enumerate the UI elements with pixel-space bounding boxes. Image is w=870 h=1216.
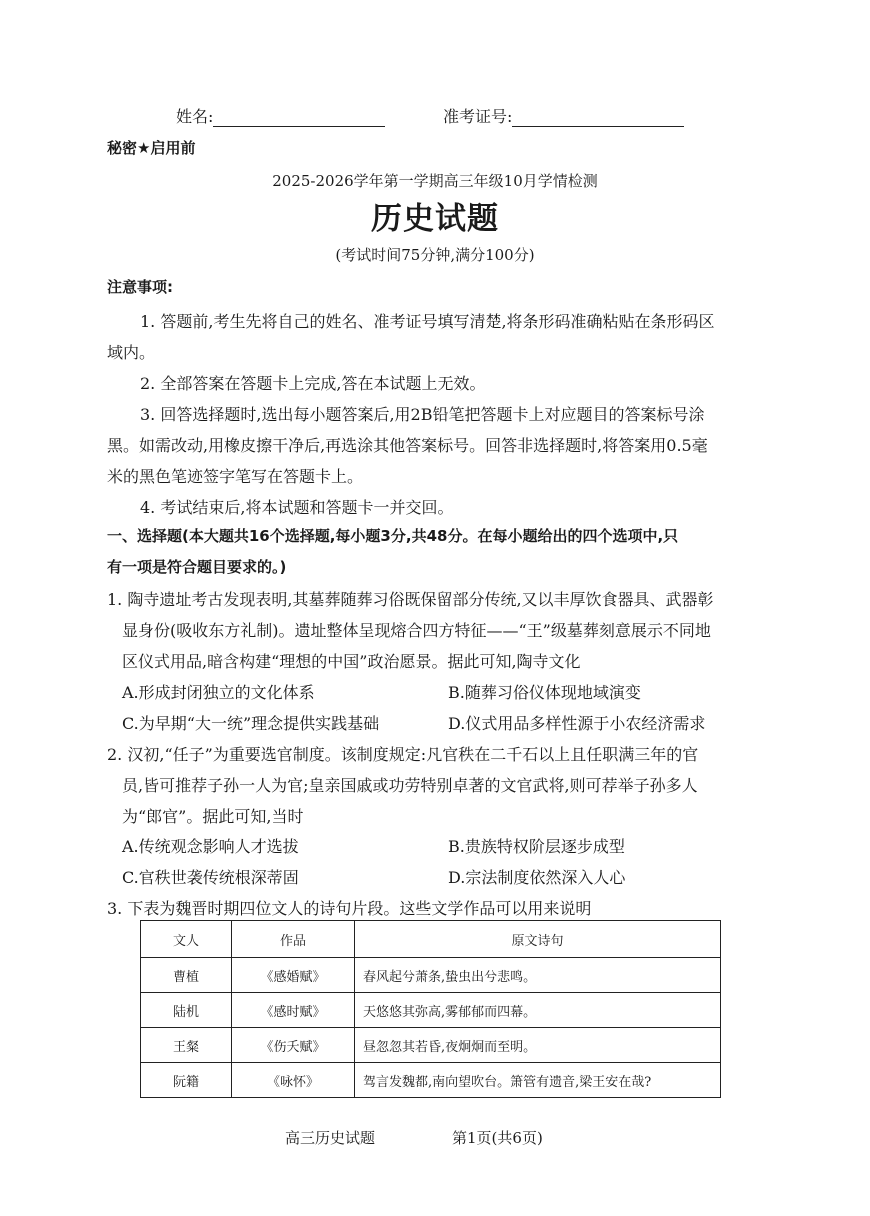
table-cell-verse: 昼忽忽其若昏,夜炯炯而至明。	[355, 1028, 721, 1063]
table-cell-author: 王粲	[141, 1028, 232, 1063]
q1-stem-line-1: 1. 陶寺遗址考古发现表明,其墓葬随葬习俗既保留部分传统,又以丰厚饮食器具、武器彰	[107, 590, 714, 609]
ticket-label: 准考证号:	[443, 107, 513, 126]
secret-mark: 秘密★启用前	[107, 139, 196, 157]
notice-item-1-cont: 域内。	[107, 343, 156, 362]
table-row	[141, 958, 721, 993]
table-cell-author: 阮籍	[141, 1063, 232, 1098]
notice-item-2: 2. 全部答案在答题卡上完成,答在本试题上无效。	[140, 374, 486, 393]
table-header-verse: 原文诗句	[355, 921, 721, 958]
table-row	[141, 1063, 721, 1098]
q2-option-b: B.贵族特权阶层逐步成型	[448, 837, 625, 856]
table-row	[141, 993, 721, 1028]
section-heading: 一、选择题(本大题共16个选择题,每小题3分,共48分。在每小题给出的四个选项中,只	[107, 527, 679, 545]
notice-item-3: 3. 回答选择题时,选出每小题答案后,用2B铅笔把答题卡上对应题目的答案标号涂	[140, 405, 705, 424]
name-label: 姓名:	[176, 107, 214, 126]
exam-info: (考试时间75分钟,满分100分)	[335, 246, 535, 264]
notice-title: 注意事项:	[107, 278, 173, 296]
q2-stem-line-1: 2. 汉初,“任子”为重要选官制度。该制度规定:凡官秩在二千石以上且任职满三年的官	[107, 745, 699, 764]
subject-title: 历史试题	[371, 201, 499, 237]
table-cell-work: 《伤夭赋》	[232, 1028, 355, 1063]
q2-stem-line-2: 员,皆可推荐子孙一人为官;皇亲国戚或功劳特别卓著的文官武将,则可荐举子孙多人	[122, 776, 698, 795]
ticket-field	[443, 104, 684, 127]
name-blank	[213, 108, 385, 127]
q1-stem-line-2: 显身份(吸收东方礼制)。遗址整体呈现熔合四方特征——“王”级墓葬刻意展示不同地	[122, 621, 711, 640]
q1-option-d: D.仪式用品多样性源于小农经济需求	[448, 714, 706, 733]
table-header-author: 文人	[141, 921, 232, 958]
table-cell-verse: 驾言发魏都,南向望吹台。箫管有遗音,梁王安在哉?	[355, 1063, 721, 1098]
q2-option-a: A.传统观念影响人才选拔	[122, 837, 299, 856]
table-cell-work: 《咏怀》	[232, 1063, 355, 1098]
table-cell-work: 《感时赋》	[232, 993, 355, 1028]
q2-option-d: D.宗法制度依然深入人心	[448, 868, 626, 887]
table-cell-verse: 天悠悠其弥高,雾郁郁而四幕。	[355, 993, 721, 1028]
footer-page-number: 第1页(共6页)	[452, 1129, 543, 1147]
q1-option-a: A.形成封闭独立的文化体系	[122, 683, 315, 702]
notice-item-1: 1. 答题前,考生先将自己的姓名、准考证号填写清楚,将条形码准确粘贴在条形码区	[140, 312, 715, 331]
table-cell-verse: 春风起兮萧条,蛰虫出兮悲鸣。	[355, 958, 721, 993]
poem-table	[140, 920, 721, 1098]
table-header-row	[141, 921, 721, 958]
table-row	[141, 1028, 721, 1063]
q2-option-c: C.官秩世袭传统根深蒂固	[122, 868, 299, 887]
name-field	[176, 104, 385, 127]
q1-stem-line-3: 区仪式用品,暗含构建“理想的中国”政治愿景。据此可知,陶寺文化	[122, 652, 581, 671]
notice-item-3-cont2: 米的黑色笔迹签字笔写在答题卡上。	[107, 467, 364, 486]
footer-subject: 高三历史试题	[285, 1129, 376, 1147]
table-cell-author: 曹植	[141, 958, 232, 993]
table-cell-work: 《感婚赋》	[232, 958, 355, 993]
section-heading-cont: 有一项是符合题目要求的。)	[107, 558, 287, 576]
notice-item-3-cont: 黑。如需改动,用橡皮擦干净后,再选涂其他答案标号。回答非选择题时,将答案用0.5毫	[107, 436, 708, 455]
q1-option-c: C.为早期“大一统”理念提供实践基础	[122, 714, 380, 733]
exam-title: 2025-2026学年第一学期高三年级10月学情检测	[272, 172, 598, 190]
q3-stem-line-1: 3. 下表为魏晋时期四位文人的诗句片段。这些文学作品可以用来说明	[107, 899, 592, 918]
table-cell-author: 陆机	[141, 993, 232, 1028]
notice-item-4: 4. 考试结束后,将本试题和答题卡一并交回。	[140, 498, 454, 517]
ticket-blank	[512, 108, 684, 127]
q2-stem-line-3: 为“郎官”。据此可知,当时	[122, 807, 304, 826]
table-header-work: 作品	[232, 921, 355, 958]
q1-option-b: B.随葬习俗仪体现地域演变	[448, 683, 641, 702]
